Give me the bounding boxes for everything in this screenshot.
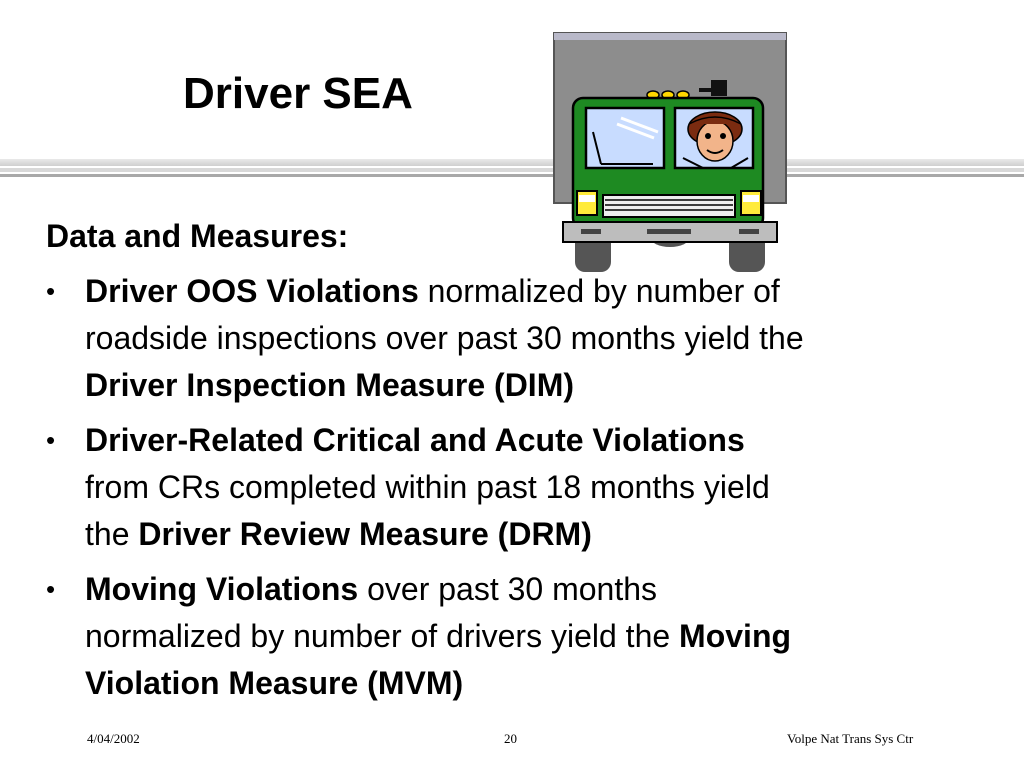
title-divider bbox=[0, 159, 1024, 166]
bullet-line: roadside inspections over past 30 months yield the bbox=[85, 320, 804, 356]
bullet-dot: • bbox=[46, 425, 56, 455]
body-heading: Data and Measures: bbox=[46, 218, 349, 254]
bullet-line: Driver Inspection Measure (DIM) bbox=[85, 367, 574, 403]
bullet-line: Moving Violations over past 30 months bbox=[85, 571, 658, 607]
bullet-mvm bbox=[46, 566, 996, 707]
bullet-line: Driver-Related Critical and Acute Violations bbox=[85, 422, 745, 458]
footer-page-number: 20 bbox=[504, 731, 517, 746]
bullet-drm bbox=[46, 417, 996, 558]
footer-date: 4/04/2002 bbox=[87, 731, 140, 746]
driver-face bbox=[697, 121, 733, 161]
bullet-line: the Driver Review Measure (DRM) bbox=[85, 516, 592, 552]
bullet-line: Driver OOS Violations normalized by number of bbox=[85, 273, 780, 309]
bullet-dim bbox=[46, 268, 996, 409]
footer-organization: Volpe Nat Trans Sys Ctr bbox=[787, 731, 914, 746]
slide-body bbox=[46, 212, 996, 707]
bullet-line: normalized by number of drivers yield the Moving bbox=[85, 618, 792, 654]
slide-title: Driver SEA bbox=[183, 69, 413, 118]
title-divider-dark bbox=[0, 174, 1024, 177]
bullet-dot: • bbox=[46, 574, 56, 604]
title-divider-mid bbox=[0, 168, 1024, 172]
bullet-line: Violation Measure (MVM) bbox=[85, 665, 464, 701]
bullet-line: from CRs completed within past 18 months yield bbox=[85, 469, 770, 505]
bullet-dot: • bbox=[46, 276, 56, 306]
